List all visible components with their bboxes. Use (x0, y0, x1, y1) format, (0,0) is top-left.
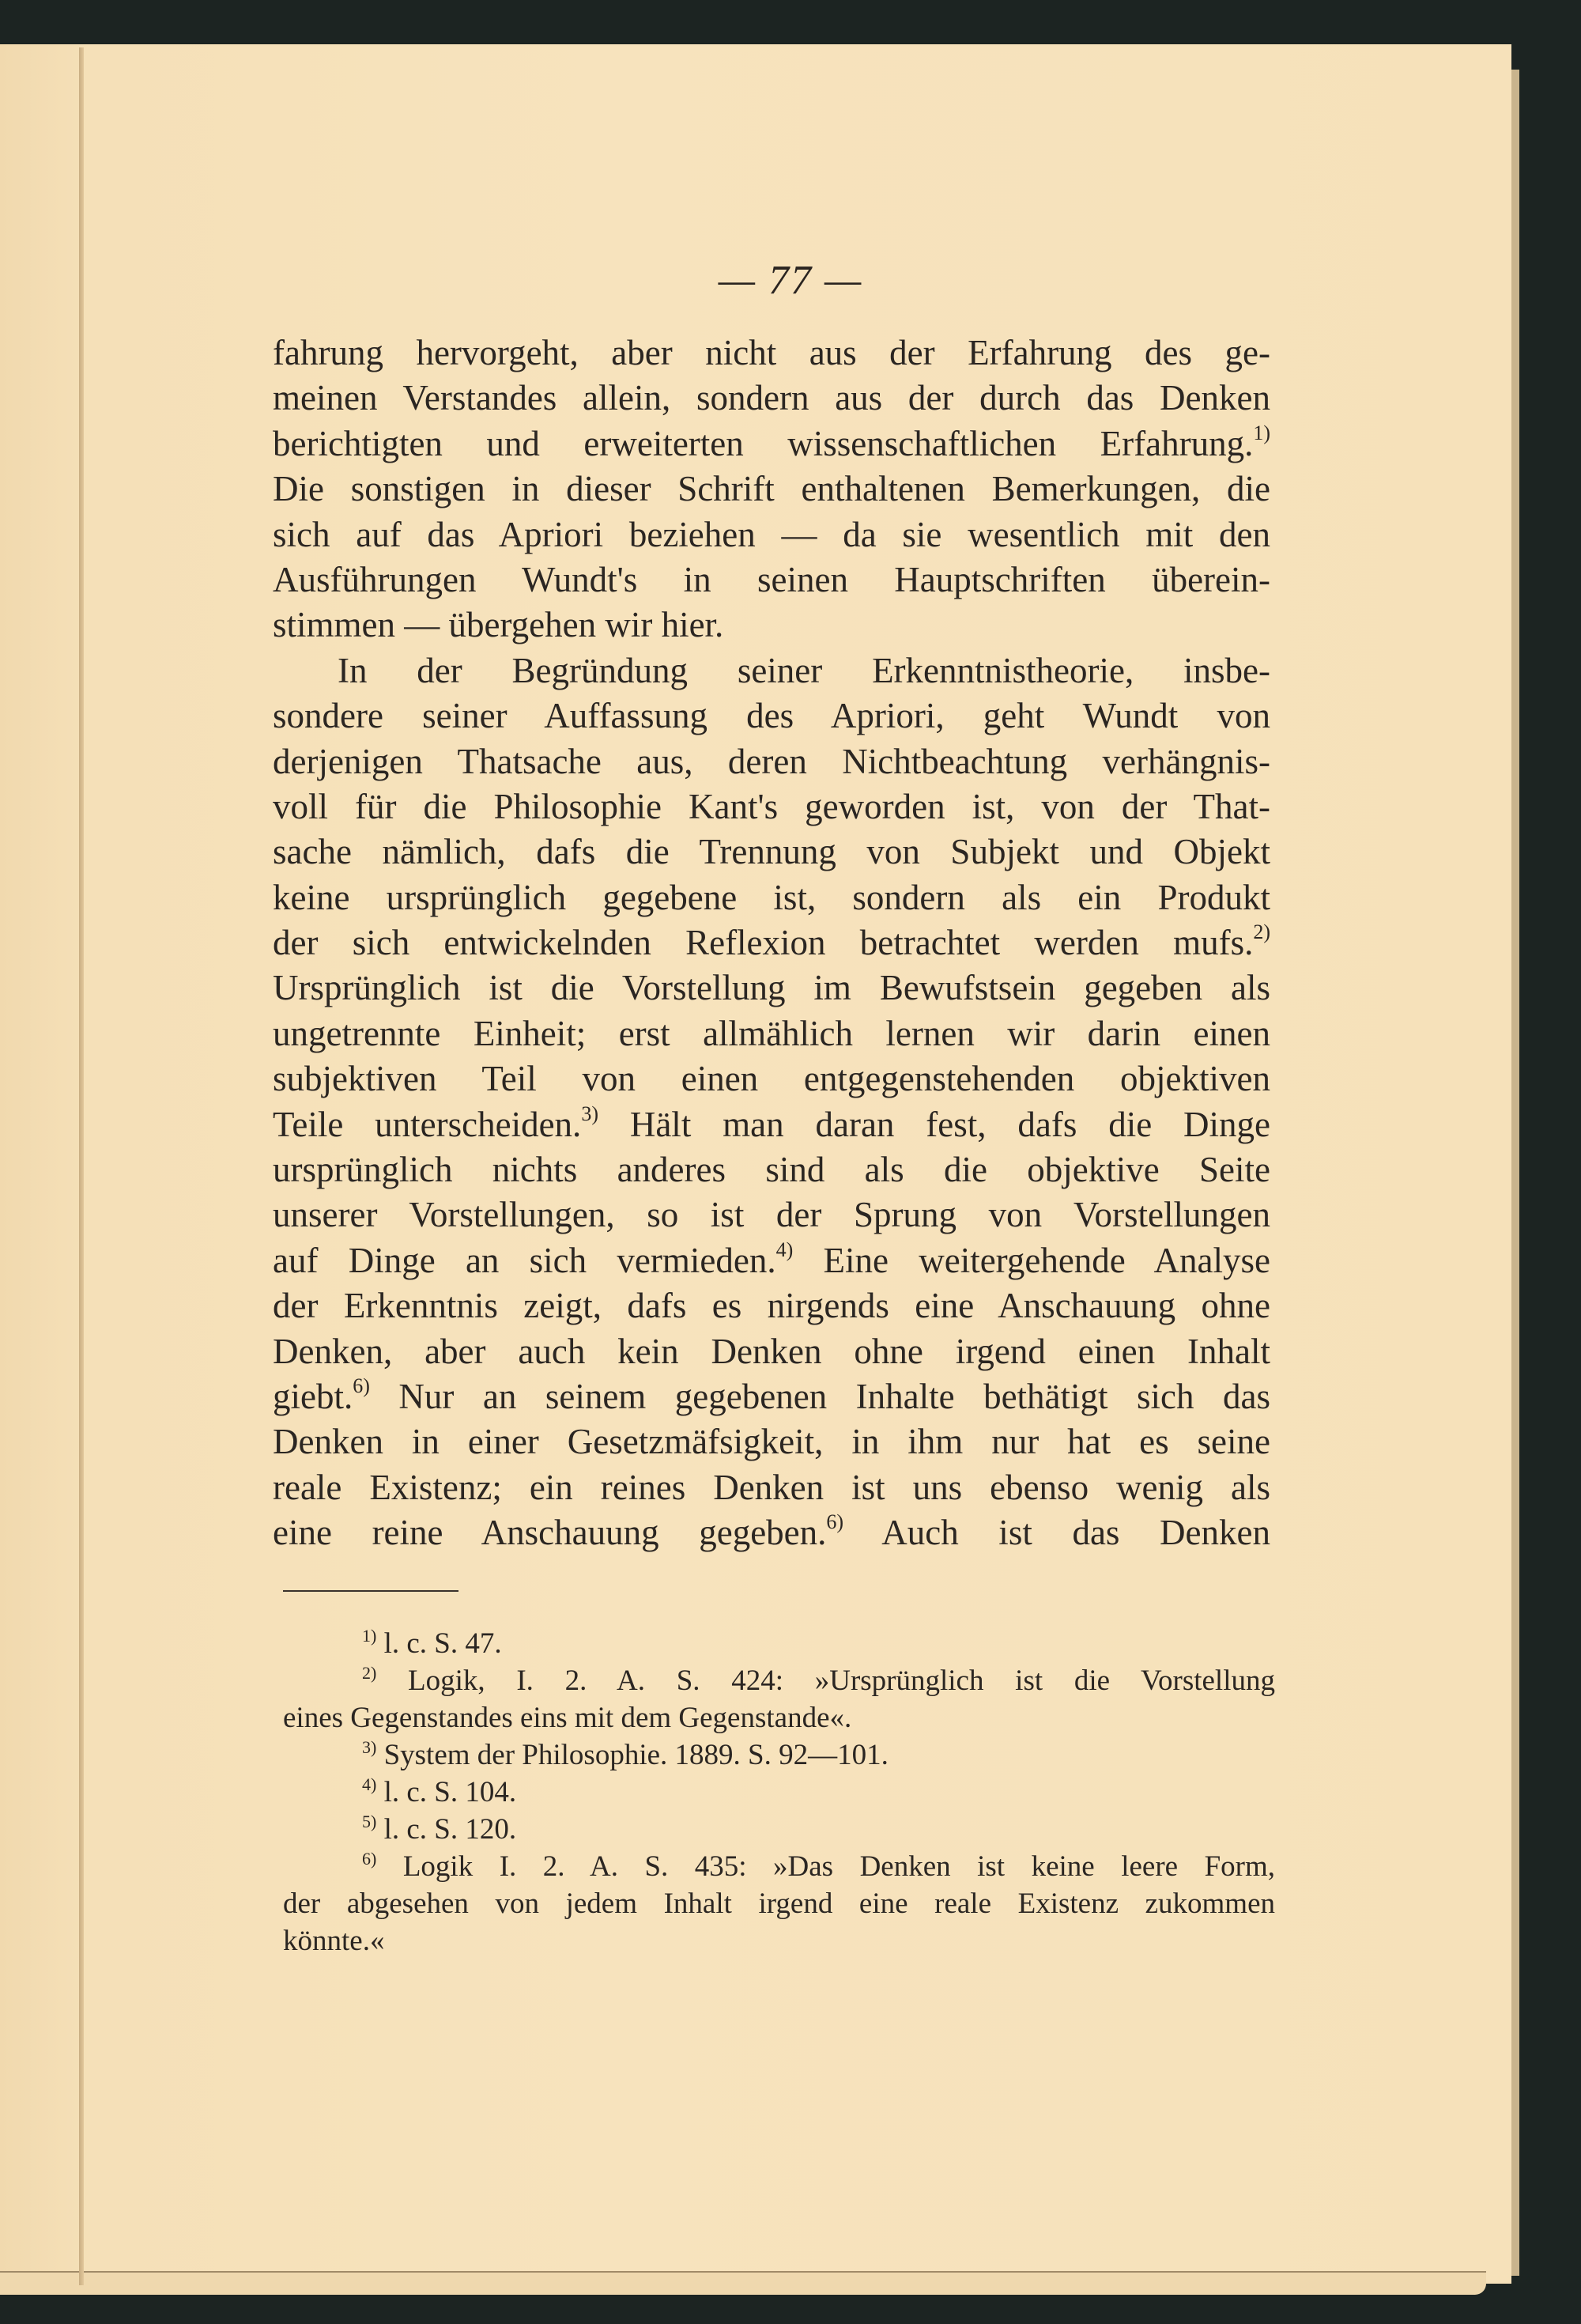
footnote-number: 3) (362, 1737, 377, 1757)
footnote-marker[interactable]: 3) (581, 1102, 598, 1125)
text-line (273, 557, 1270, 603)
line-text: derjenigen Thatsache aus, deren Nichtbeachtung verhängnis- (273, 741, 1270, 781)
footnote-number: 1) (362, 1626, 377, 1646)
text-line (273, 1283, 1270, 1328)
footnote-text: l. c. S. 47. (383, 1627, 502, 1660)
footnote-text: der abgesehen von jedem Inhalt irgend eine reale Existenz zukommen (283, 1888, 1275, 1920)
line-text: voll für die Philosophie Kant's geworden ist, von der That- (273, 786, 1270, 826)
text-line (273, 331, 1270, 376)
text-line (273, 603, 1270, 648)
line-text: sich auf das Apriori beziehen — da sie wesentlich mit den (273, 514, 1270, 554)
footnote-marker[interactable]: 6) (826, 1510, 844, 1534)
line-text: der Erkenntnis zeigt, dafs es nirgends eine Anschauung ohne (273, 1286, 1270, 1326)
text-line (273, 1011, 1270, 1056)
line-text-continued: Auch ist das Denken (843, 1513, 1271, 1553)
line-text: subjektiven Teil von einen entgegenstehenden objektiven (273, 1059, 1270, 1099)
footnote-marker[interactable]: 2) (1253, 920, 1270, 944)
footnote-line (283, 1922, 1275, 1959)
footnote-text: Logik I. 2. A. S. 435: »Das Denken ist keine leere Form, (402, 1850, 1275, 1883)
footnote-line (283, 1736, 1275, 1774)
text-line (273, 829, 1270, 875)
text-line (273, 1238, 1270, 1283)
footnote-number: 4) (362, 1774, 377, 1794)
footnote-line (283, 1625, 1275, 1662)
line-text: eine reine Anschauung gegeben. (273, 1513, 827, 1553)
line-text: stimmen — übergehen wir hier. (273, 605, 724, 645)
line-text: giebt. (273, 1376, 353, 1416)
text-line (273, 920, 1270, 965)
line-text: berichtigten und erweiterten wissenschaftlichen Erfahrung. (273, 423, 1254, 463)
line-text: Teile unterscheiden. (273, 1104, 582, 1144)
line-text: In der Begründung seiner Erkenntnistheorie, insbe- (338, 650, 1270, 690)
page-number: — 77 — (718, 258, 863, 303)
line-text: ungetrennte Einheit; erst allmählich lernen wir darin einen (273, 1013, 1270, 1053)
footnote-text: l. c. S. 104. (383, 1776, 517, 1808)
text-line (273, 467, 1270, 512)
footnote-line (283, 1662, 1275, 1699)
line-text: Ursprünglich ist die Vorstellung im Bewufstsein gegeben als (273, 968, 1270, 1008)
footnote-text: könnte.« (283, 1925, 385, 1957)
text-line (273, 1329, 1270, 1374)
line-text: sache nämlich, dafs die Trennung von Subjekt und Objekt (273, 832, 1270, 872)
text-line (273, 1192, 1270, 1238)
footnote-line (283, 1848, 1275, 1885)
text-line (273, 1374, 1270, 1419)
footnote-line (283, 1885, 1275, 1922)
footnote-marker[interactable]: 1) (1253, 421, 1270, 444)
line-text: Ausführungen Wundt's in seinen Hauptschriften überein- (273, 559, 1270, 599)
body-text (273, 331, 1270, 1556)
line-text: unserer Vorstellungen, so ist der Sprung von Vorstellungen (273, 1195, 1270, 1235)
line-text: Die sonstigen in dieser Schrift enthaltenen Bemerkungen, die (273, 469, 1270, 509)
text-line (273, 784, 1270, 829)
text-line (273, 693, 1270, 739)
footnote-text: Logik, I. 2. A. S. 424: »Ursprünglich ist die Vorstellung (408, 1665, 1275, 1697)
text-line (273, 875, 1270, 920)
line-text: der sich entwickelnden Reflexion betrachtet werden mufs. (273, 923, 1254, 963)
text-line (273, 1102, 1270, 1147)
line-text-continued: Eine weitergehende Analyse (793, 1240, 1270, 1280)
text-line (273, 421, 1270, 467)
line-text: keine ursprünglich gegebene ist, sondern als ein Produkt (273, 877, 1270, 917)
text-line (273, 648, 1270, 693)
text-line (273, 512, 1270, 557)
text-line (273, 1147, 1270, 1192)
footnote-text: l. c. S. 120. (383, 1813, 517, 1846)
page-bottom-edge (0, 2271, 1486, 2295)
line-text-continued: Hält man daran fest, dafs die Dinge (598, 1104, 1270, 1144)
footnote-marker[interactable]: 4) (775, 1238, 794, 1261)
text-line (273, 739, 1270, 784)
footnote-line (283, 1811, 1275, 1848)
line-text: sondere seiner Auffassung des Apriori, geht Wundt von (273, 696, 1270, 736)
footnote-text: eines Gegenstandes eins mit dem Gegenstande«. (283, 1702, 852, 1734)
line-text: reale Existenz; ein reines Denken ist uns ebenso wenig als (273, 1467, 1270, 1507)
text-line (273, 1510, 1270, 1555)
footnote-separator (283, 1590, 458, 1592)
footnote-number: 6) (362, 1849, 377, 1869)
footnote-line (283, 1699, 1275, 1736)
footnotes (283, 1625, 1275, 1959)
line-text-continued: Nur an seinem gegebenen Inhalte bethätigt sich das (369, 1376, 1270, 1416)
line-text: Denken in einer Gesetzmäfsigkeit, in ihm nur hat es seine (273, 1422, 1270, 1462)
line-text: meinen Verstandes allein, sondern aus der durch das Denken (273, 378, 1270, 418)
line-text: ursprünglich nichts anderes sind als die objektive Seite (273, 1150, 1270, 1190)
footnote-marker[interactable]: 6) (353, 1374, 370, 1397)
line-text: auf Dinge an sich vermieden. (273, 1240, 776, 1280)
line-text: fahrung hervorgeht, aber nicht aus der Erfahrung des ge- (273, 333, 1270, 372)
binding-gutter (79, 47, 84, 2285)
footnote-number: 5) (362, 1812, 377, 1831)
footnote-line (283, 1774, 1275, 1811)
footnote-text: System der Philosophie. 1889. S. 92—101. (383, 1739, 889, 1771)
text-line (273, 1056, 1270, 1102)
footnote-number: 2) (362, 1663, 377, 1683)
text-line (273, 965, 1270, 1011)
line-text: Denken, aber auch kein Denken ohne irgend einen Inhalt (273, 1331, 1270, 1371)
text-line (273, 376, 1270, 421)
text-line (273, 1465, 1270, 1510)
text-line (273, 1419, 1270, 1464)
